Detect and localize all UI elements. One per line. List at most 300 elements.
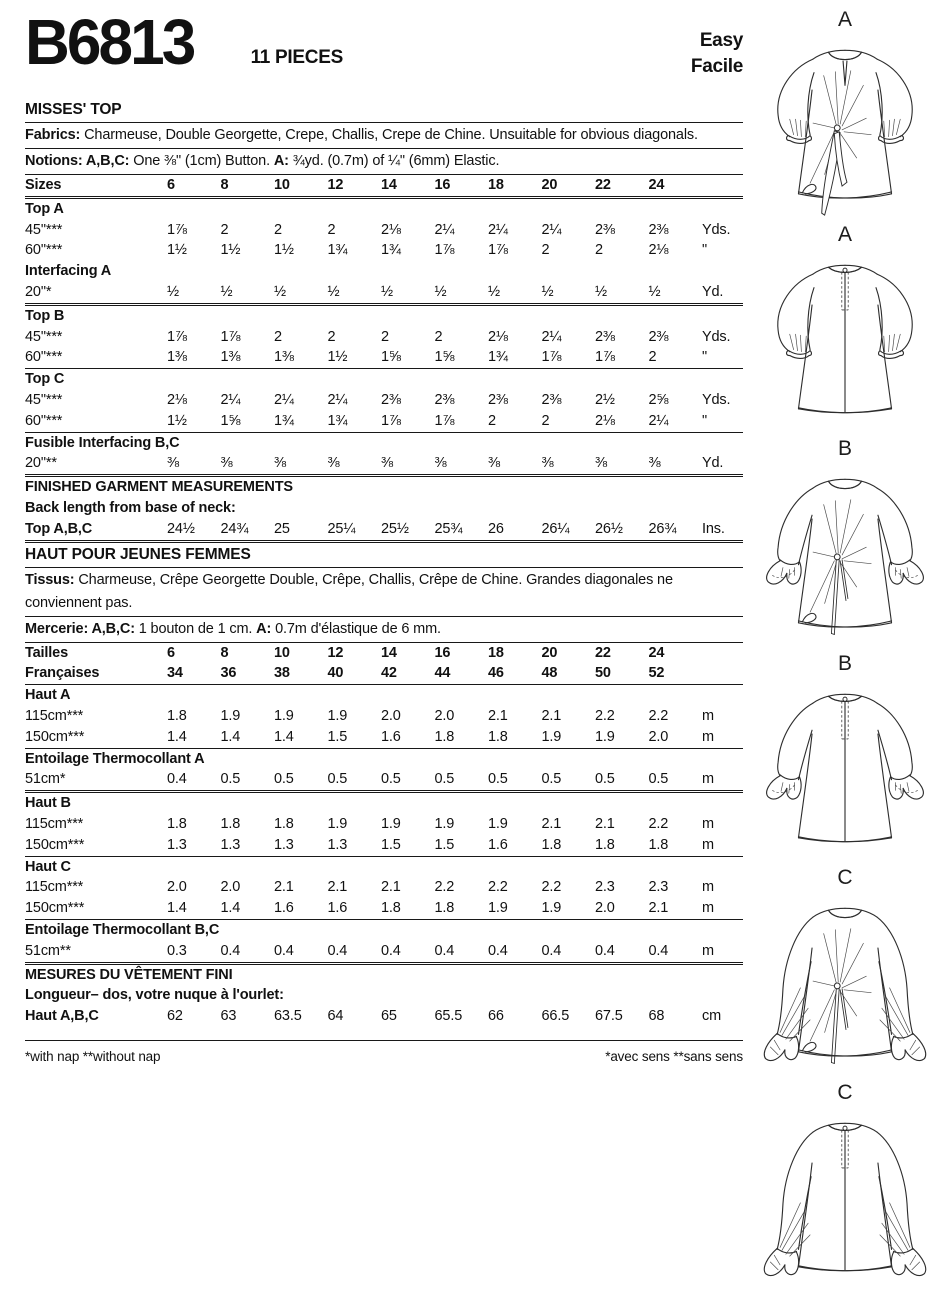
unit-cell: " xyxy=(702,242,707,259)
value-cell: 40 xyxy=(327,665,344,682)
table-subsection-header: FINISHED GARMENT MEASUREMENTS xyxy=(25,479,293,496)
unit-cell: m xyxy=(702,900,714,917)
unit-cell: m xyxy=(702,815,714,832)
value-cell: 0.4 xyxy=(274,942,294,959)
value-cell: 1⅜ xyxy=(274,349,294,366)
table-row xyxy=(25,706,743,727)
garment-view-b-back xyxy=(740,652,950,867)
value-cell: 2.0 xyxy=(381,707,401,724)
value-cell: ⅜ xyxy=(434,455,447,472)
value-cell: 65 xyxy=(381,1008,397,1025)
value-cell: 1.4 xyxy=(220,900,241,917)
table-row xyxy=(25,519,743,543)
value-cell: 2¼ xyxy=(648,412,669,429)
difficulty-rating xyxy=(691,10,743,79)
value-cell: 26¼ xyxy=(541,520,570,537)
note-label: Tissus: xyxy=(25,571,79,588)
table-subsection-header: Top B xyxy=(25,307,65,324)
value-cell: ⅜ xyxy=(220,455,233,472)
value-cell: 52 xyxy=(648,665,665,682)
note-text: Charmeuse, Crêpe Georgette Double, Crêpe, Challis, Crêpe de Chine. Grandes diagonales ne conviennent pas. xyxy=(25,571,673,611)
value-cell: 1.4 xyxy=(274,728,294,745)
row-label: Sizes xyxy=(25,177,62,193)
row-label: 150cm*** xyxy=(25,836,85,853)
unit-cell: Yds. xyxy=(702,391,731,408)
view-letter-label: C xyxy=(837,1080,853,1104)
value-cell: 36 xyxy=(220,665,237,682)
value-cell: 24 xyxy=(648,177,665,193)
value-cell: 34 xyxy=(167,665,183,682)
table-row xyxy=(25,453,743,477)
table-row xyxy=(25,175,743,199)
value-cell: 42 xyxy=(381,665,397,682)
value-cell: 25 xyxy=(274,520,290,537)
row-label: 51cm* xyxy=(25,771,66,788)
unit-cell: Yds. xyxy=(702,328,731,345)
unit-cell: Yds. xyxy=(702,221,731,238)
value-cell: 2 xyxy=(541,412,550,429)
value-cell: 1.8 xyxy=(488,728,508,745)
table-row xyxy=(25,769,743,793)
value-cell: 0.5 xyxy=(220,771,241,788)
value-cell: 20 xyxy=(541,177,558,193)
value-cell: 1½ xyxy=(274,242,294,259)
value-cell: 66.5 xyxy=(541,1008,570,1025)
value-cell: 62 xyxy=(167,1008,183,1025)
unit-cell: Yd. xyxy=(702,455,724,472)
value-cell: 1⅞ xyxy=(381,412,401,429)
table-subsection-header: Haut C xyxy=(25,858,71,875)
value-cell: 2.1 xyxy=(327,879,348,896)
value-cell: 20 xyxy=(541,644,558,661)
garment-illustration xyxy=(740,674,950,864)
value-cell: 1.5 xyxy=(434,836,455,853)
value-cell: 1.6 xyxy=(381,728,401,745)
row-label: 20"** xyxy=(25,455,57,472)
value-cell: 1⅜ xyxy=(167,349,187,366)
note-text: One ⅜" (1cm) Button. xyxy=(133,153,274,169)
table-subsection-header: Entoilage Thermocollant B,C xyxy=(25,921,220,938)
value-cell: 2¼ xyxy=(541,221,562,238)
value-cell: 66 xyxy=(488,1008,504,1025)
value-cell: ½ xyxy=(541,283,554,300)
value-cell: ½ xyxy=(381,283,393,300)
value-cell: 14 xyxy=(381,644,397,661)
note-label: Fabrics: xyxy=(25,127,85,143)
value-cell: 2.1 xyxy=(541,707,562,724)
masthead xyxy=(25,6,743,94)
value-cell: 22 xyxy=(595,644,611,661)
garment-illustration xyxy=(740,1103,950,1293)
value-cell: 18 xyxy=(488,644,504,661)
value-cell: 24 xyxy=(648,644,665,661)
value-cell: 2¼ xyxy=(327,391,348,408)
footnote-fr: *avec sens **sans sens xyxy=(605,1048,743,1064)
table-row xyxy=(25,643,743,664)
row-label: Top A,B,C xyxy=(25,520,93,537)
value-cell: 2½ xyxy=(595,391,615,408)
row-label: 45"*** xyxy=(25,221,63,238)
value-cell: 1⅞ xyxy=(167,328,187,345)
table-section-title: MISSES' TOP xyxy=(25,98,743,123)
garment-illustration xyxy=(740,459,950,649)
value-cell: 25½ xyxy=(381,520,409,537)
value-cell: 0.4 xyxy=(595,942,615,959)
value-cell: 1¾ xyxy=(488,349,508,366)
value-cell: 1½ xyxy=(167,412,187,429)
value-cell: 2⅛ xyxy=(167,391,187,408)
value-cell: 68 xyxy=(648,1008,665,1025)
value-cell: 1⅝ xyxy=(381,349,401,366)
value-cell: 2⅛ xyxy=(488,328,508,345)
value-cell: 64 xyxy=(327,1008,344,1025)
unit-cell xyxy=(702,643,743,664)
pattern-number: B6813 xyxy=(25,6,194,78)
table-subsection-header: Entoilage Thermocollant A xyxy=(25,750,205,767)
garment-illustration-column xyxy=(740,8,950,1295)
unit-cell: m xyxy=(702,728,714,745)
value-cell: 1.9 xyxy=(327,815,348,832)
value-cell: 2.3 xyxy=(648,879,669,896)
table-row xyxy=(25,663,743,685)
value-cell: 1½ xyxy=(167,242,187,259)
value-cell: 1.8 xyxy=(220,815,241,832)
value-cell: 24½ xyxy=(167,520,195,537)
row-label: 150cm*** xyxy=(25,728,85,745)
value-cell: 2⅜ xyxy=(595,328,615,345)
value-cell: ⅜ xyxy=(167,455,179,472)
value-cell: 2.2 xyxy=(648,707,669,724)
value-cell: 8 xyxy=(220,177,229,193)
table-row xyxy=(25,814,743,835)
value-cell: 44 xyxy=(434,665,451,682)
value-cell: 1.6 xyxy=(274,900,294,917)
row-label: 60"*** xyxy=(25,412,63,429)
unit-cell: " xyxy=(702,349,707,366)
value-cell: 0.3 xyxy=(167,942,187,959)
value-cell: 63 xyxy=(220,1008,237,1025)
value-cell: 2⅜ xyxy=(434,391,455,408)
garment-view-a-back xyxy=(740,223,950,438)
value-cell: 2.1 xyxy=(488,707,508,724)
value-cell: 1.9 xyxy=(541,728,562,745)
value-cell: 1.9 xyxy=(434,815,455,832)
value-cell: 1⅞ xyxy=(595,349,615,366)
value-cell: 2.3 xyxy=(595,879,615,896)
table-row xyxy=(25,1006,743,1027)
difficulty-en: Easy xyxy=(699,30,743,51)
garment-illustration xyxy=(740,245,950,435)
value-cell: 2¼ xyxy=(274,391,294,408)
table-note-row xyxy=(25,568,743,617)
value-cell: 10 xyxy=(274,644,290,661)
value-cell: 26 xyxy=(488,520,504,537)
garment-view-c-front xyxy=(740,866,950,1081)
value-cell: 0.5 xyxy=(381,771,401,788)
value-cell: 2¼ xyxy=(488,221,508,238)
value-cell: 2 xyxy=(648,349,657,366)
value-cell: 2⅜ xyxy=(541,391,562,408)
row-label: Tailles xyxy=(25,644,69,661)
value-cell: 1.6 xyxy=(327,900,348,917)
note-text: Charmeuse, Double Georgette, Crepe, Challis, Crepe de Chine. Unsuitable for obvious diagonals. xyxy=(84,127,698,143)
value-cell: 2⅛ xyxy=(381,221,401,238)
value-cell: 14 xyxy=(381,177,397,193)
value-cell: 2⅜ xyxy=(595,221,615,238)
value-cell: 2.2 xyxy=(434,879,455,896)
value-cell: 26½ xyxy=(595,520,623,537)
value-cell: 1⅞ xyxy=(434,412,455,429)
table-row xyxy=(25,390,743,411)
row-label: 150cm*** xyxy=(25,900,85,917)
unit-cell: m xyxy=(702,879,714,896)
unit-cell: cm xyxy=(702,1008,722,1025)
value-cell: 1.3 xyxy=(220,836,241,853)
value-cell: 1.9 xyxy=(488,815,508,832)
value-cell: 2.2 xyxy=(595,707,615,724)
value-cell: ⅜ xyxy=(648,455,661,472)
value-cell: 1.5 xyxy=(381,836,401,853)
garment-view-c-back xyxy=(740,1081,950,1296)
text-column xyxy=(25,6,743,1064)
unit-cell: m xyxy=(702,942,714,959)
row-label: 45"*** xyxy=(25,328,63,345)
note-label: Notions: A,B,C: xyxy=(25,153,134,169)
value-cell: ⅜ xyxy=(327,455,340,472)
value-cell: 25¾ xyxy=(434,520,463,537)
table-subsection-header: Longueur– dos, votre nuque à l'ourlet: xyxy=(25,987,284,1004)
value-cell: 0.5 xyxy=(327,771,348,788)
garment-view-b-front xyxy=(740,437,950,652)
note-text: 0.7m d'élastique de 6 mm. xyxy=(275,620,441,637)
value-cell: 1.4 xyxy=(220,728,241,745)
value-cell: 2 xyxy=(220,221,229,238)
value-cell: 1.9 xyxy=(220,707,241,724)
value-cell: 1.8 xyxy=(434,728,455,745)
unit-cell: m xyxy=(702,836,714,853)
table-row xyxy=(25,877,743,898)
value-cell: 1.4 xyxy=(167,728,187,745)
value-cell: 1.8 xyxy=(541,836,562,853)
table-row xyxy=(25,835,743,857)
value-cell: 0.5 xyxy=(488,771,508,788)
value-cell: 0.5 xyxy=(595,771,615,788)
value-cell: 1.8 xyxy=(274,815,294,832)
value-cell: 1⅞ xyxy=(167,221,187,238)
value-cell: ½ xyxy=(434,283,447,300)
value-cell: 1¾ xyxy=(274,412,294,429)
value-cell: ⅜ xyxy=(274,455,286,472)
value-cell: 12 xyxy=(327,177,344,193)
table-row xyxy=(25,898,743,920)
value-cell: ½ xyxy=(220,283,233,300)
value-cell: 2.0 xyxy=(167,879,187,896)
table-subsection-header: Haut B xyxy=(25,795,71,812)
table-row xyxy=(25,220,743,241)
value-cell: 2.0 xyxy=(595,900,615,917)
value-cell: 2.0 xyxy=(648,728,669,745)
value-cell: 1¾ xyxy=(381,242,401,259)
difficulty-fr: Facile xyxy=(690,55,743,77)
row-label: 45"*** xyxy=(25,391,63,408)
value-cell: ½ xyxy=(595,283,607,300)
note-text: ¾yd. (0.7m) of ¼" (6mm) Elastic. xyxy=(292,153,500,169)
value-cell: 48 xyxy=(541,665,558,682)
table-subsection-header: MESURES DU VÊTEMENT FINI xyxy=(25,966,233,983)
value-cell: 1½ xyxy=(327,349,348,366)
value-cell: 2.0 xyxy=(434,707,455,724)
value-cell: 1.8 xyxy=(434,900,455,917)
row-label: 115cm*** xyxy=(25,815,84,832)
value-cell: 26¾ xyxy=(648,520,677,537)
value-cell: 2.2 xyxy=(648,815,669,832)
value-cell: 6 xyxy=(167,177,175,193)
value-cell: 2.2 xyxy=(541,879,562,896)
value-cell: 1.4 xyxy=(167,900,187,917)
table-row xyxy=(25,727,743,749)
value-cell: 2⅜ xyxy=(488,391,508,408)
value-cell: 1.3 xyxy=(274,836,294,853)
note-text: 1 bouton de 1 cm. xyxy=(138,620,257,637)
value-cell: 2.1 xyxy=(595,815,615,832)
value-cell: 2¼ xyxy=(541,328,562,345)
value-cell: 2⅛ xyxy=(595,412,615,429)
value-cell: 1⅝ xyxy=(220,412,241,429)
value-cell: 2 xyxy=(488,412,496,429)
value-cell: ⅜ xyxy=(595,455,607,472)
table-row xyxy=(25,282,743,306)
view-letter-label: A xyxy=(837,8,852,31)
value-cell: 0.4 xyxy=(434,942,455,959)
row-label: 20"* xyxy=(25,283,52,300)
value-cell: 1⅞ xyxy=(488,242,508,259)
value-cell: 65.5 xyxy=(434,1008,463,1025)
value-cell: 0.5 xyxy=(541,771,562,788)
footnotes xyxy=(25,1040,743,1064)
value-cell: 1.8 xyxy=(381,900,401,917)
value-cell: 2.1 xyxy=(648,900,669,917)
value-cell: 0.4 xyxy=(220,942,241,959)
view-letter-label: B xyxy=(837,651,852,675)
view-letter-label: C xyxy=(837,866,853,889)
value-cell: 2.1 xyxy=(381,879,401,896)
value-cell: 2.0 xyxy=(220,879,241,896)
value-cell: 0.5 xyxy=(274,771,294,788)
table-row xyxy=(25,941,743,965)
value-cell: 1⅞ xyxy=(220,328,241,345)
value-cell: 12 xyxy=(327,644,344,661)
unit-cell: " xyxy=(702,412,707,429)
value-cell: 1⅞ xyxy=(541,349,562,366)
value-cell: 8 xyxy=(220,644,229,661)
value-cell: 38 xyxy=(274,665,290,682)
value-cell: 2¼ xyxy=(434,221,455,238)
table-subsection-header: Haut A xyxy=(25,687,71,704)
value-cell: 2 xyxy=(434,328,443,345)
value-cell: 46 xyxy=(488,665,504,682)
table-row xyxy=(25,411,743,433)
value-cell: 2 xyxy=(327,328,336,345)
value-cell: 1¾ xyxy=(327,412,348,429)
value-cell: 16 xyxy=(434,177,451,193)
value-cell: ½ xyxy=(488,283,500,300)
value-cell: 1.8 xyxy=(595,836,615,853)
row-label: 115cm*** xyxy=(25,879,84,896)
row-label: Haut A,B,C xyxy=(25,1008,99,1025)
value-cell: 1.9 xyxy=(595,728,615,745)
table-section-title: HAUT POUR JEUNES FEMMES xyxy=(25,543,743,568)
value-cell: 10 xyxy=(274,177,290,193)
table-row xyxy=(25,327,743,348)
value-cell: 1⅜ xyxy=(220,349,241,366)
table-note-row xyxy=(25,149,743,175)
view-letter-label: B xyxy=(837,437,852,460)
value-cell: 1½ xyxy=(220,242,241,259)
value-cell: 24¾ xyxy=(220,520,249,537)
value-cell: 2.2 xyxy=(488,879,508,896)
value-cell: 50 xyxy=(595,665,611,682)
footnote-en: *with nap **without nap xyxy=(25,1048,161,1064)
value-cell: 0.4 xyxy=(541,942,562,959)
value-cell: ⅜ xyxy=(381,455,393,472)
row-label: 115cm*** xyxy=(25,707,84,724)
table-subsection-header: Top A xyxy=(25,200,64,217)
row-label: Françaises xyxy=(25,665,100,682)
value-cell: 2⅜ xyxy=(381,391,401,408)
value-cell: 0.4 xyxy=(327,942,348,959)
value-cell: 1.8 xyxy=(167,707,187,724)
value-cell: 1.3 xyxy=(327,836,348,853)
unit-cell: m xyxy=(702,707,714,724)
value-cell: 1.9 xyxy=(274,707,294,724)
value-cell: 1.8 xyxy=(167,815,187,832)
value-cell: ½ xyxy=(167,283,179,300)
value-cell: 2⅜ xyxy=(648,328,669,345)
value-cell: 1.9 xyxy=(327,707,348,724)
value-cell: 6 xyxy=(167,644,175,661)
value-cell: 2.1 xyxy=(274,879,294,896)
value-cell: 2 xyxy=(274,221,282,238)
table-subsection-header: Fusible Interfacing B,C xyxy=(25,434,180,451)
value-cell: 0.4 xyxy=(648,942,669,959)
garment-illustration xyxy=(740,888,950,1078)
value-cell: 2 xyxy=(541,242,550,259)
table-row xyxy=(25,347,743,369)
unit-cell xyxy=(702,663,743,684)
value-cell: 1.5 xyxy=(327,728,348,745)
value-cell: 1.9 xyxy=(381,815,401,832)
value-cell: 0.5 xyxy=(434,771,455,788)
value-cell: 2¼ xyxy=(220,391,241,408)
value-cell: ⅜ xyxy=(488,455,500,472)
table-subsection-header: Back length from base of neck: xyxy=(25,499,236,516)
table-subsection-header: Interfacing A xyxy=(25,263,112,280)
view-letter-label: A xyxy=(837,222,852,246)
unit-cell: m xyxy=(702,771,714,788)
value-cell: 1.9 xyxy=(488,900,508,917)
value-cell: 2 xyxy=(595,242,603,259)
table-subsection-header: Top C xyxy=(25,371,65,388)
value-cell: 0.4 xyxy=(488,942,508,959)
value-cell: 25¼ xyxy=(327,520,356,537)
table-note-row xyxy=(25,123,743,149)
unit-cell: Yd. xyxy=(702,283,724,300)
value-cell: 16 xyxy=(434,644,451,661)
value-cell: 1.3 xyxy=(167,836,187,853)
value-cell: 2⅝ xyxy=(648,391,669,408)
value-cell: 1.9 xyxy=(541,900,562,917)
row-label: 60"*** xyxy=(25,242,63,259)
